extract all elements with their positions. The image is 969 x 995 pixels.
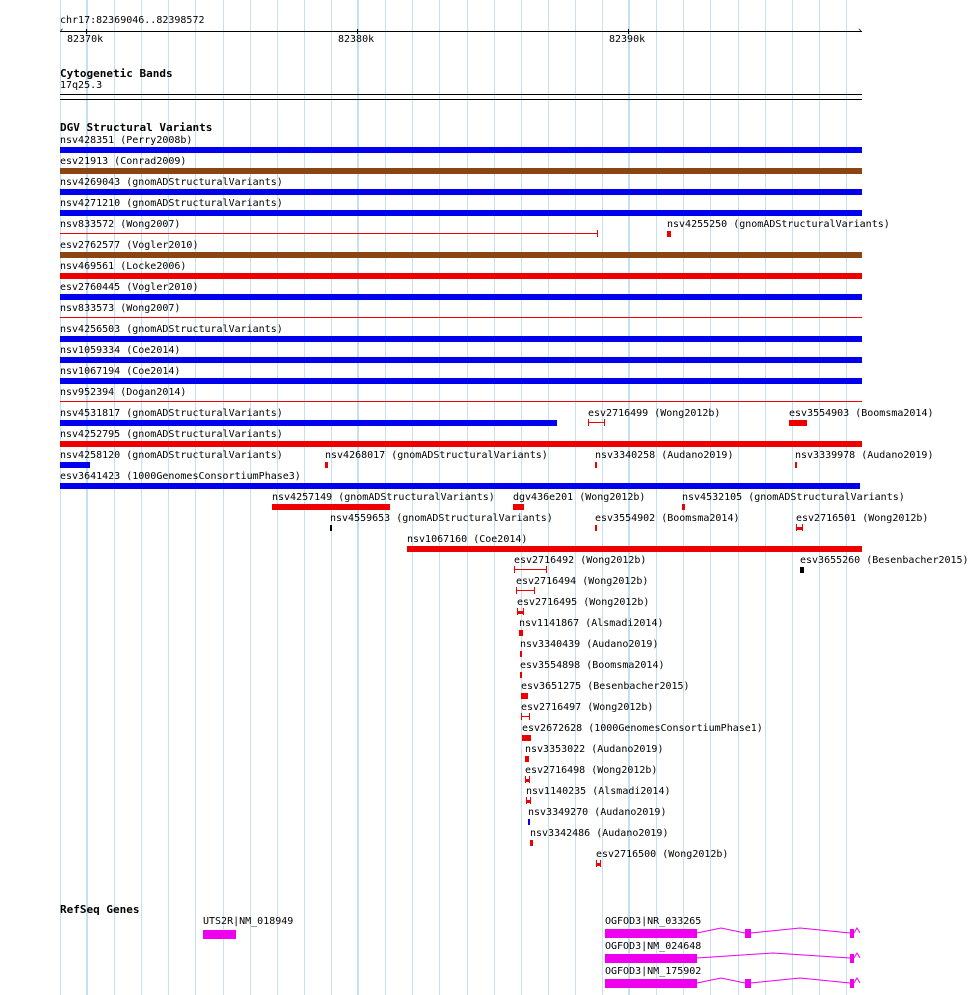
variant-label[interactable]: nsv4256503 (gnomADStructuralVariants) bbox=[60, 324, 283, 335]
refseq-track-title[interactable]: RefSeq Genes bbox=[60, 903, 140, 916]
variant-label[interactable]: nsv4257149 (gnomADStructuralVariants) bbox=[272, 492, 495, 503]
exon bbox=[850, 954, 854, 963]
variant-label[interactable]: nsv3349270 (Audano2019) bbox=[528, 807, 667, 818]
intron bbox=[854, 978, 860, 983]
exon bbox=[605, 954, 697, 963]
variant-label[interactable]: esv21913 (Conrad2009) bbox=[60, 156, 187, 167]
variant-label[interactable]: nsv1059334 (Coe2014) bbox=[60, 345, 181, 356]
cytoband-track-title[interactable]: Cytogenetic Bands bbox=[60, 67, 173, 80]
dgv-track-title[interactable]: DGV Structural Variants bbox=[60, 121, 213, 134]
variant-label[interactable]: nsv833572 (Wong2007) bbox=[60, 219, 181, 230]
variant-label[interactable]: nsv1140235 (Alsmadi2014) bbox=[526, 786, 671, 797]
variant-label[interactable]: nsv3340439 (Audano2019) bbox=[520, 639, 659, 650]
exon bbox=[745, 929, 751, 938]
variant-label[interactable]: nsv4271210 (gnomADStructuralVariants) bbox=[60, 198, 283, 209]
variant-label[interactable]: nsv3353022 (Audano2019) bbox=[525, 744, 664, 755]
ruler-left-arrow-icon[interactable]: ‹ bbox=[59, 26, 65, 36]
variant-label[interactable]: esv2716498 (Wong2012b) bbox=[525, 765, 658, 776]
cytoband-label: 17q25.3 bbox=[60, 80, 103, 91]
variant-label[interactable]: esv2716501 (Wong2012b) bbox=[796, 513, 929, 524]
gene-label[interactable]: OGFOD3|NM_024648 bbox=[605, 941, 702, 952]
variant-label[interactable]: nsv1067194 (Coe2014) bbox=[60, 366, 181, 377]
variant-label[interactable]: esv3651275 (Besenbacher2015) bbox=[521, 681, 690, 692]
variant-label[interactable]: esv2716495 (Wong2012b) bbox=[517, 597, 650, 608]
intron bbox=[854, 953, 860, 958]
variant-label[interactable]: esv2760445 (Vogler2010) bbox=[60, 282, 199, 293]
gene-label[interactable]: OGFOD3|NR_033265 bbox=[605, 916, 702, 927]
exon bbox=[745, 979, 751, 988]
intron bbox=[751, 978, 850, 983]
variant-label[interactable]: esv2716500 (Wong2012b) bbox=[596, 849, 729, 860]
variant-label[interactable]: esv3641423 (1000GenomesConsortiumPhase3) bbox=[60, 471, 301, 482]
variant-label[interactable]: esv2716499 (Wong2012b) bbox=[588, 408, 721, 419]
intron bbox=[854, 928, 860, 933]
ruler-right-arrow-icon[interactable]: › bbox=[857, 26, 863, 36]
variant-label[interactable]: nsv4255250 (gnomADStructuralVariants) bbox=[667, 219, 890, 230]
intron bbox=[697, 953, 850, 958]
variant-label[interactable]: dgv436e201 (Wong2012b) bbox=[513, 492, 646, 503]
variant-label[interactable]: nsv1067160 (Coe2014) bbox=[407, 534, 528, 545]
exon bbox=[850, 929, 854, 938]
variant-label[interactable]: nsv4269043 (gnomADStructuralVariants) bbox=[60, 177, 283, 188]
variant-label[interactable]: nsv4258120 (gnomADStructuralVariants) bbox=[60, 450, 283, 461]
exon bbox=[850, 979, 854, 988]
variant-label[interactable]: esv3554903 (Boomsma2014) bbox=[789, 408, 934, 419]
variant-label[interactable]: nsv3339978 (Audano2019) bbox=[795, 450, 934, 461]
variant-label[interactable]: esv3554898 (Boomsma2014) bbox=[520, 660, 665, 671]
intron bbox=[751, 928, 850, 933]
variant-label[interactable]: nsv1141867 (Alsmadi2014) bbox=[519, 618, 664, 629]
variant-label[interactable]: esv2716494 (Wong2012b) bbox=[516, 576, 649, 587]
variant-label[interactable]: nsv833573 (Wong2007) bbox=[60, 303, 181, 314]
exon bbox=[605, 929, 697, 938]
variant-label[interactable]: nsv4252795 (gnomADStructuralVariants) bbox=[60, 429, 283, 440]
variant-label[interactable]: esv3655260 (Besenbacher2015) bbox=[800, 555, 969, 566]
ruler-tick-label: 82380k bbox=[338, 34, 375, 45]
variant-label[interactable]: nsv4268017 (gnomADStructuralVariants) bbox=[325, 450, 548, 461]
variant-label[interactable]: nsv952394 (Dogan2014) bbox=[60, 387, 187, 398]
intron bbox=[697, 978, 745, 983]
ruler-tick-label: 82390k bbox=[609, 34, 646, 45]
intron bbox=[697, 928, 745, 933]
variant-label[interactable]: esv3554902 (Boomsma2014) bbox=[595, 513, 740, 524]
variant-label[interactable]: nsv469561 (Locke2006) bbox=[60, 261, 187, 272]
location-label: chr17:82369046..82398572 bbox=[60, 15, 205, 26]
variant-label[interactable]: nsv3342486 (Audano2019) bbox=[530, 828, 669, 839]
gene-label[interactable]: UTS2R|NM_018949 bbox=[203, 916, 294, 927]
variant-label[interactable]: esv2716492 (Wong2012b) bbox=[514, 555, 647, 566]
gene-label[interactable]: OGFOD3|NM_175902 bbox=[605, 966, 702, 977]
variant-label[interactable]: nsv4559653 (gnomADStructuralVariants) bbox=[330, 513, 553, 524]
variant-label[interactable]: nsv428351 (Perry2008b) bbox=[60, 135, 193, 146]
variant-label[interactable]: esv2762577 (Vogler2010) bbox=[60, 240, 199, 251]
variant-label[interactable]: nsv3340258 (Audano2019) bbox=[595, 450, 734, 461]
variant-label[interactable]: nsv4532105 (gnomADStructuralVariants) bbox=[682, 492, 905, 503]
variant-label[interactable]: nsv4531817 (gnomADStructuralVariants) bbox=[60, 408, 283, 419]
exon bbox=[605, 979, 697, 988]
variant-label[interactable]: esv2716497 (Wong2012b) bbox=[521, 702, 654, 713]
ruler-tick-label: 82370k bbox=[67, 34, 104, 45]
variant-label[interactable]: esv2672628 (1000GenomesConsortiumPhase1) bbox=[522, 723, 763, 734]
